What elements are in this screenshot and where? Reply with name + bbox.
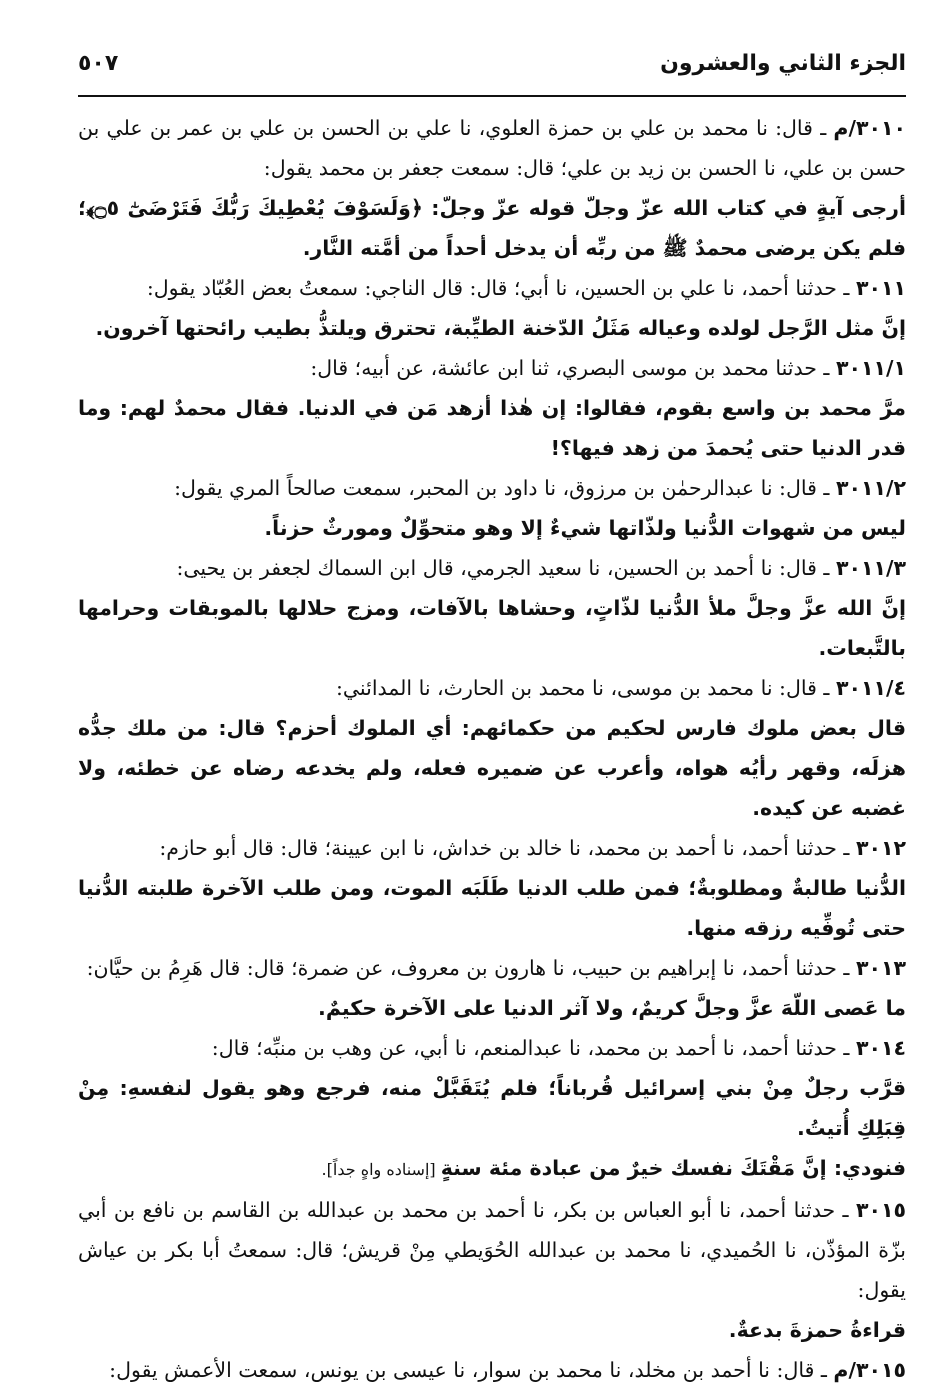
entry-number: ٣٠١١ (855, 276, 906, 300)
isnad-text: ـ حدثنا محمد بن موسى البصري، ثنا ابن عائشة، عن أبيه؛ قال: (310, 356, 836, 380)
quoted-text (78, 988, 906, 1028)
hadith-entry (78, 268, 906, 308)
quoted-text (78, 1068, 906, 1148)
entry-number: ٣٠١٤ (855, 1036, 906, 1060)
matn-text: ما عَصى اللّهَ عزَّ وجلَّ كريمٌ، ولا آثر الدنيا على الآخرة حكيمٌ. (318, 996, 906, 1020)
isnad-text: ـ حدثنا أحمد، نا أحمد بن محمد، نا عبدالمنعم، نا أبي، عن وهب بن منبِّه؛ قال: (211, 1036, 856, 1060)
entry-number: ٣٠١٣ (855, 956, 906, 980)
hadith-entry (78, 948, 906, 988)
quoted-text (78, 188, 906, 268)
quoted-text (78, 1310, 906, 1350)
hadith-entry (78, 828, 906, 868)
quoted-text (78, 308, 906, 348)
matn-text: إنَّ مثل الرَّجل لولده وعياله مَثَلُ الدّخنة الطيِّبة، تحترق ويلتذُّ بطيب رائحتها آخرون. (95, 316, 906, 340)
quoted-text (78, 388, 906, 468)
matn-text: قرَّب رجلٌ مِنْ بني إسرائيل قُرباناً؛ فلم يُتَقَبَّلْ منه، فرجع وهو يقول لنفسهِ: مِنْ قِبَلِكِ أُتيتُ. (78, 1076, 906, 1140)
quoted-text (78, 508, 906, 548)
isnad-text: ـ قال: نا أحمد بن مخلد، نا محمد بن سوار، نا عيسى بن يونس، سمعت الأعمش يقول: (109, 1358, 834, 1382)
hadith-entry (78, 548, 906, 588)
entry-number: ٣٠١١/٣ (835, 556, 906, 580)
hadith-entry (78, 1190, 906, 1310)
matn-text: مرَّ محمد بن واسع بقوم، فقالوا: إن هٰذا أزهد مَن في الدنيا. فقال محمدٌ لهم: وما قدر الدنيا حتى يُحمدَ من زهد فيها؟! (78, 396, 906, 460)
entry-number: ٣٠١٠/م (833, 116, 906, 140)
matn-text: ليس من شهوات الدُّنيا ولذّاتها شيءٌ إلا وهو متحوِّلٌ ومورثٌ حزناً. (264, 516, 906, 540)
isnad-text: ـ حدثنا أحمد، نا أبو العباس بن بكر، نا أحمد بن محمد بن عبدالله بن القاسم بن نافع بن أبي بزّة المؤذّن، نا الحُميدي، نا محمد بن عبدالله الحُوَيطي مِنْ قريش؛ قال: سمعتُ أبا بكر بن عياش يقول: (78, 1198, 906, 1302)
isnad-text: ـ قال: نا عبدالرحمٰن بن مرزوق، نا داود بن المحبر، سمعت صالحاً المري يقول: (174, 476, 836, 500)
entry-number: ٣٠١٥/م (833, 1358, 906, 1382)
isnad-text: ـ حدثنا أحمد، نا علي بن الحسين، نا أبي؛ قال: قال الناجي: سمعتُ بعض العُبّاد يقول: (146, 276, 856, 300)
isnad-text: ـ حدثنا أحمد، نا إبراهيم بن حبيب، نا هارون بن معروف، عن ضمرة؛ قال: قال هَرِمُ بن حيَّان: (86, 956, 856, 980)
entry-number: ٣٠١٢ (855, 836, 906, 860)
quoted-text (78, 588, 906, 668)
quoted-text (78, 708, 906, 828)
entry-number: ٣٠١٥ (855, 1198, 906, 1222)
hadith-entry (78, 468, 906, 508)
hadith-entry (78, 108, 906, 188)
header-rule (78, 95, 906, 97)
matn-text: قال بعض ملوك فارس لحكيم من حكمائهم: أي الملوك أحزم؟ قال: من ملك جدُّه هزلَه، وقهر رأيُه هواه، وأعرب عن ضميره فعله، ولم يخدعه رضاه عن خطئه، ولا غضبه عن كيده. (78, 716, 906, 820)
entry-number: ٣٠١١/٢ (835, 476, 906, 500)
matn-text: إنَّ الله عزَّ وجلَّ ملأ الدُّنيا لذّاتٍ، وحشاها بالآفات، ومزج حلالها بالموبقات وحرامها بالتَّبعات. (78, 596, 906, 660)
entry-number: ٣٠١١/٤ (835, 676, 906, 700)
hadith-entry (78, 1028, 906, 1068)
matn-text: الدُّنيا طالبةٌ ومطلوبةٌ؛ فمن طلب الدنيا طَلَبَه الموت، ومن طلب الآخرة طلبته الدُّنيا حتى تُوفِّيه رزقه منها. (78, 876, 906, 940)
isnad-text: ـ قال: نا أحمد بن الحسين، نا سعيد الجرمي، قال ابن السماك لجعفر بن يحيى: (176, 556, 836, 580)
matn-text: فنودي: إنَّ مَقْتَكَ نفسك خيرٌ من عبادة مئة سنةٍ (440, 1156, 906, 1180)
hadith-entry (78, 1350, 906, 1390)
page-header (78, 38, 906, 88)
matn-text: قراءةُ حمزةَ بدعةٌ. (728, 1318, 906, 1342)
hadith-entry (78, 348, 906, 388)
page-number: ٥٠٧ (78, 50, 119, 76)
isnad-text: ـ حدثنا أحمد، نا أحمد بن محمد، نا خالد بن خداش، نا ابن عيينة؛ قال: قال أبو حازم: (159, 836, 856, 860)
matn-text: أرجى آيةٍ في كتاب الله عزّ وجلّ قوله عزّ وجلّ: ﴿وَلَسَوْفَ يُعْطِيكَ رَبُّكَ فَتَرْضَىٰٓ ۝٥﴾؛ فلم يكن يرضى محمدٌ ﷺ من ربِّه أن يدخل أحداً من أمَّته النَّار. (78, 196, 906, 260)
quoted-text (78, 868, 906, 948)
isnad-text: ـ قال: نا محمد بن علي بن حمزة العلوي، نا علي بن الحسن بن علي بن عمر بن علي بن حسن بن علي، نا الحسن بن زيد بن علي؛ قال: سمعت جعفر بن محمد يقول: (78, 116, 906, 180)
grading-note: [إسناده واهٍ جداً]. (321, 1160, 441, 1179)
quoted-text (78, 1148, 906, 1190)
isnad-text: ـ قال: نا محمد بن موسى، نا محمد بن الحارث، نا المدائني: (335, 676, 836, 700)
entry-number: ٣٠١١/١ (835, 356, 906, 380)
running-title: الجزء الثاني والعشرون (660, 50, 906, 76)
hadith-entry (78, 668, 906, 708)
page-body (78, 108, 906, 1382)
